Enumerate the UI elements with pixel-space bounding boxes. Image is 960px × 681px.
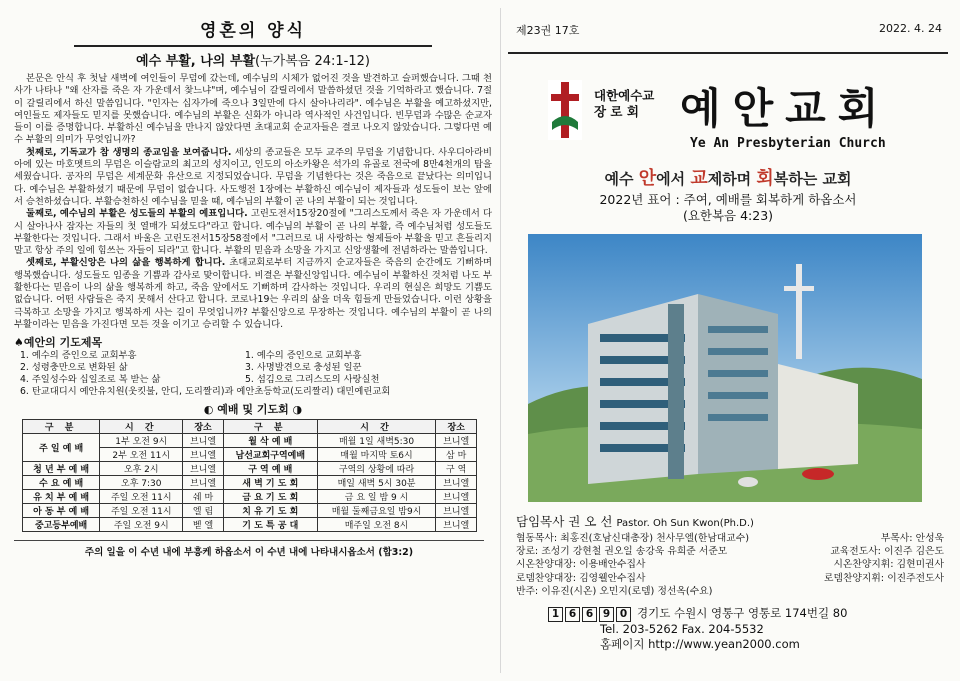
para-heading: 둘째로, 예수님의 부활은 성도들의 부활의 예표입니다.: [26, 208, 248, 220]
table-cell: 1부 오전 9시: [100, 434, 183, 448]
sermon-paragraph-second: [14, 208, 492, 257]
street-address: 경기도 수원시 영통구 영통로 174번길 80: [637, 606, 848, 621]
para-heading: 셋째로, 부활신앙은 나의 삶을 행복하게 합니다.: [26, 257, 226, 269]
table-cell: 수 요 예 배: [23, 476, 100, 490]
zip-digit: 1: [548, 607, 563, 622]
table-cell: 브니엘: [183, 434, 224, 448]
schedule-header: 장소: [183, 420, 224, 434]
motto-line: 2022년 표어 : 주여, 예배를 회복하게 하옵소서: [599, 192, 857, 207]
prayer-item: 4. 주일성수와 십일조로 복 받는 삶: [20, 374, 161, 386]
para-heading: 첫째로, 기독교가 참 생명의 종교임을 보여줍니다.: [26, 146, 232, 158]
table-row: [23, 476, 477, 490]
worship-schedule-table: [22, 419, 477, 532]
motto-reference: (요한복음 4:23): [682, 208, 774, 223]
table-cell: 브니엘: [436, 504, 477, 518]
table-cell: 오후 7:30: [100, 476, 183, 490]
table-cell: 주일 오전 11시: [100, 490, 183, 504]
table-cell: 기 도 특 공 대: [223, 518, 317, 532]
staff-row: [516, 545, 944, 558]
sermon-column: [14, 12, 492, 672]
staff-entry: 반주: 이유진(시온) 오민지(로뎀) 정선옥(수요): [516, 585, 713, 597]
sermon-paragraph-intro: [14, 73, 492, 147]
table-row: [23, 462, 477, 476]
yearly-motto: [508, 192, 948, 224]
para-text: 초대교회로부터 지금까지 순교자들은 죽음의 순간에도 기뻐하며 행복했습니다. 성도들도 임종을 기쁨과 감사로 맞이합니다. 비결은 부활신앙입니다. 예수님이 부활하신 것처럼 나도 부활한다는 믿음이 나의 삶을 행복하게 하고, 죽음 앞에서도 기뻐하며 감사하는 것입니다. 우리의 현실은 희망도 기쁨도 없습니다. 어떤 사람들은 죽지 못해서 산다고 합니다. 코로나19는 우리의 삶을 더욱 힘들게 만들었습니다. 이런 상황을 극복하고 소망을 가지고 행복하게 사는 길이 무엇입니까? 부활신앙으로 무장하는 것입니다. 예수님의 부활이 곧 나의 부활이라는 믿음을 가진다면 모든 것을 이기고 승리할 수 있습니다.: [14, 257, 492, 330]
prayer-item: 5. 섬김으로 그리스도의 사랑실천: [245, 374, 380, 386]
zip-code: [548, 607, 631, 622]
bible-verse: 주의 일을 이 수년 내에 부흥케 하옵소서 이 수년 내에 나타내시옵소서 (합3:2): [14, 540, 484, 558]
table-cell: 브니엘: [436, 434, 477, 448]
zip-digit: 6: [565, 607, 580, 622]
cover-column: [508, 12, 948, 672]
table-cell: 브니엘: [183, 448, 224, 462]
table-cell: 브니엘: [183, 476, 224, 490]
prayer-item: 1. 예수의 증인으로 교회부흥: [20, 350, 137, 362]
church-logo-block: [508, 68, 948, 158]
table-cell: 주일 오전 11시: [100, 504, 183, 518]
table-cell: 구 역 예 배: [223, 462, 317, 476]
table-cell: 주일 오전 9시: [100, 518, 183, 532]
schedule-header: 구 분: [223, 420, 317, 434]
address-line: [548, 606, 948, 622]
issue-date: 2022. 4. 24: [879, 22, 942, 35]
table-cell: 금 요 일 밤 9 시: [317, 490, 436, 504]
slogan-part: 에서: [656, 170, 691, 188]
table-cell: 아 동 부 예 배: [23, 504, 100, 518]
table-cell: 구 역: [436, 462, 477, 476]
staff-entry: 협동목사: 최홍진(호남신대총장) 천사무엘(한남대교수): [516, 533, 750, 544]
slogan-part: 제하며: [707, 170, 757, 188]
senior-pastor: [516, 512, 948, 530]
table-row: [23, 518, 477, 532]
sermon-reference: (누가복음 24:1-12): [255, 54, 370, 69]
table-row: [23, 504, 477, 518]
church-slogan: [508, 164, 948, 190]
table-cell: 오후 2시: [100, 462, 183, 476]
staff-row: [516, 572, 944, 585]
slogan-emphasis: 교: [690, 168, 708, 189]
table-cell: 중고등부예배: [23, 518, 100, 532]
table-cell: 주 일 예 배: [23, 434, 100, 462]
zip-digit: 9: [599, 607, 614, 622]
staff-entry: 부목사: 안성욱: [880, 533, 944, 544]
schedule-header: 장소: [436, 420, 477, 434]
slogan-emphasis: 회: [756, 168, 774, 189]
prayer-list: [20, 350, 492, 386]
para-text: 본문은 안식 후 첫날 새벽에 여인들이 무덤에 갔는데, 예수님의 시체가 없어진 것을 발견하고 슬퍼했습니다. 그때 천사가 나타나 "왜 산자를 죽은 자 가운데서 찾느냐"며, 예수님이 갈릴리에서 말씀하셨던 것을 기억하라고 했습니다. 7절이 갈릴리에서 하신 말씀입니다. "인자는 십자가에 죽으나 3일만에 다시 살아나리라". 예수님은 부활을 예고하셨지만, 여인들도 제자들도 믿지를 못했습니다. 예수님의 부활은 신화가 아니라 역사적인 사건입니다. 빈무덤과 수많은 순교자들이 이를 증명합니다. 부활하신 예수님을 만나지 않았다면 초대교회 순교자들은 결코 나오지 않았습니다. 그렇다면 예수 부활의 의미가 무엇입니까?: [14, 73, 492, 146]
table-cell: 치 유 기 도 회: [223, 504, 317, 518]
church-name-english: Ye An Presbyterian Church: [690, 136, 886, 151]
table-cell: 금 요 기 도 회: [223, 490, 317, 504]
header-rule: [508, 52, 948, 54]
zip-digit: 0: [616, 607, 631, 622]
table-cell: 남선교회구역예배: [223, 448, 317, 462]
staff-entry: 장로: 조성기 강현철 권오일 송강욱 유희준 서준모: [516, 546, 728, 558]
denomination: [594, 88, 654, 120]
sermon-paragraph-third: [14, 257, 492, 331]
sermon-title-text: 예수 부활, 나의 부활: [136, 54, 256, 69]
staff-entry: 교육전도사: 이진주 김은도: [830, 546, 944, 558]
staff-row: [516, 585, 944, 598]
table-cell: 월 삭 예 배: [223, 434, 317, 448]
slogan-part: 복하는 교회: [773, 170, 852, 188]
cross-logo-icon: [548, 80, 582, 140]
issue-number: 제23권 17호: [516, 24, 580, 37]
table-cell: 벧 엘: [183, 518, 224, 532]
table-cell: 쉐 마: [183, 490, 224, 504]
para-text: 세상의 종교들은 모두 교주의 무덤을 기념합니다. 사우디아라비아에 있는 마호멧트의 무덤은 이슬람교의 최고의 성지이고, 인도의 아소카왕은 석가의 유골로 전국에 8만4천개의 탑을 세웠습니다. 공자의 무덤은 세계문화 유산으로 지정되었습니다. 무덤을 기념한다는 것은 죽음으로 끝났다는 의미입니다. 예수님은 부활하셨기 때문에 무덤이 없습니다. 사도행전 1장에는 부활하신 예수님이 제자들과 성도들이 보는 앞에서 승천하셨습니다. 부활승천하신 예수님을 믿을 때, 예수님의 부활이 곧 나의 부활이 되는 것입니다.: [14, 146, 492, 207]
schedule-header-row: [23, 420, 477, 434]
staff-entry: 로뎀찬양지휘: 이진주전도사: [824, 572, 944, 584]
table-cell: 매일 새벽 5시 30분: [317, 476, 436, 490]
staff-row: [516, 532, 944, 545]
table-cell: 브니엘: [436, 490, 477, 504]
sermon-section-title: 영혼의 양식: [74, 16, 432, 47]
column-divider: [500, 8, 501, 673]
schedule-body: [23, 434, 477, 532]
table-cell: 브니엘: [436, 518, 477, 532]
para-text: 고린도전서15장20절에 "그리스도께서 죽은 자 가운데서 다시 살아나사 잠자는 자들의 첫 열매가 되셨도다"라고 합니다. 예수님의 부활이 곧 나의 부활, 즉 예수님처럼 성도들도 부활한다는 것입니다. 그래서 바울은 고린도전서15장58절에서 "그러므로 내 사랑하는 형제들아 부활을 믿고 흔들리지 말고 항상 주의 일에 힘쓰는 자들이 되라"고 합니다. 부활의 믿음과 소망을 가지고 신앙생활에 전념하라는 말씀입니다.: [14, 208, 492, 257]
prayer-item: 1. 예수의 증인으로 교회부흥: [245, 350, 362, 362]
staff-entry: 시온찬양지휘: 김현미권사: [833, 559, 944, 571]
staff-row: [516, 558, 944, 571]
prayer-item-wide: 6. 탄교대디시 예안유치원(웃킷불, 안디, 도리짤리)과 예안초등학교(도리짤리) 대민예린교회: [20, 386, 391, 398]
table-cell: 유 치 부 예 배: [23, 490, 100, 504]
table-cell: 브니엘: [183, 462, 224, 476]
table-cell: 청 년 부 예 배: [23, 462, 100, 476]
table-cell: 매월 둘째금요일 밤9시: [317, 504, 436, 518]
slogan-part: 예수: [604, 170, 639, 188]
schedule-header: 구 분: [23, 420, 100, 434]
table-cell: 매월 1일 새벽5:30: [317, 434, 436, 448]
table-cell: 브니엘: [436, 476, 477, 490]
homepage-link[interactable]: 홈페이지 http://www.yean2000.com: [600, 637, 800, 652]
bulletin-header: [508, 12, 948, 42]
staff-entry: 시온찬양대장: 이용배안수집사: [516, 559, 646, 571]
table-cell: 엘 림: [183, 504, 224, 518]
prayer-list-title: ♠예안의 기도제목: [14, 336, 103, 350]
sermon-paragraph-first: [14, 147, 492, 208]
table-cell: 삼 마: [436, 448, 477, 462]
slogan-emphasis: 안: [638, 168, 657, 189]
prayer-item: 3. 사명발견으로 충성된 일꾼: [245, 362, 362, 374]
table-cell: 구역의 상황에 따라: [317, 462, 436, 476]
table-cell: 새 벽 기 도 회: [223, 476, 317, 490]
schedule-header: 시 간: [317, 420, 436, 434]
denomination-line2: 장 로 회: [594, 104, 639, 119]
schedule-header: 시 간: [100, 420, 183, 434]
table-cell: 2부 오전 11시: [100, 448, 183, 462]
table-row: [23, 434, 477, 448]
zip-digit: 6: [582, 607, 597, 622]
pastor-name: 담임목사 권 오 선: [516, 514, 613, 529]
phone-fax: Tel. 203-5262 Fax. 204-5532: [600, 622, 764, 637]
church-building-illustration: [528, 234, 922, 502]
sermon-title: [14, 50, 492, 69]
church-name: 예안교회: [680, 84, 891, 133]
table-cell: 매월 마지막 토6시: [317, 448, 436, 462]
table-row: [23, 490, 477, 504]
denomination-line1: 대한예수교: [594, 88, 655, 103]
pastor-name-english: Pastor. Oh Sun Kwon(Ph.D.): [616, 518, 754, 529]
prayer-item: 2. 성령충만으로 변화된 삶: [20, 362, 128, 374]
table-cell: 매주일 오전 8시: [317, 518, 436, 532]
church-address-block: [548, 606, 948, 652]
staff-entry: 로뎀찬양대장: 김영웰안수집사: [516, 572, 646, 584]
staff-list: [516, 532, 948, 598]
schedule-title: ◐ 예배 및 기도회 ◑: [203, 403, 303, 417]
church-building-photo: [528, 234, 922, 502]
